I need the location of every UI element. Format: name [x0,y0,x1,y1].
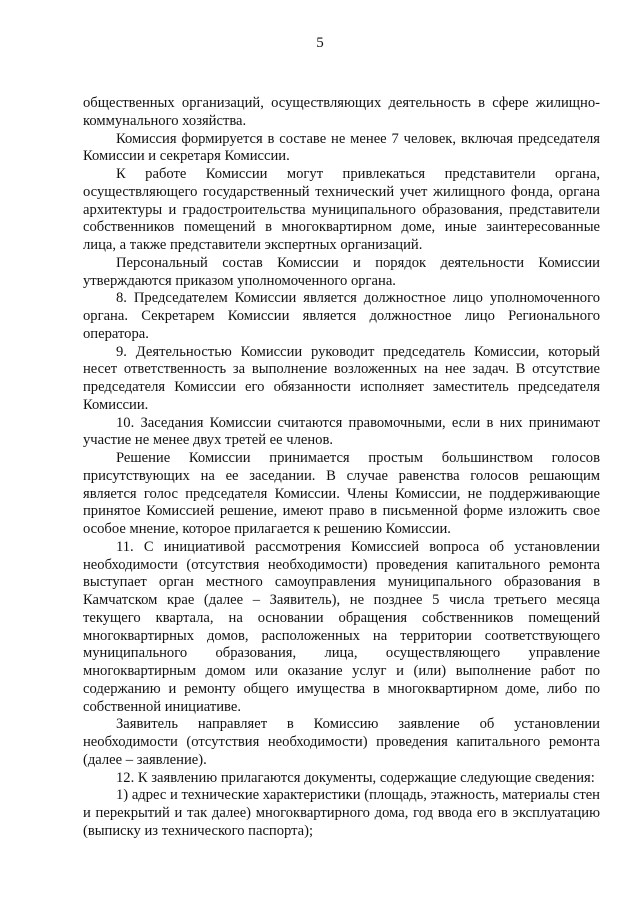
paragraph: Персональный состав Комиссии и порядок деятельности Комиссии утверждаются приказом уполномоченного органа. [83,254,600,289]
paragraph: Заявитель направляет в Комиссию заявление об установлении необходимости (отсутствия необходимости) проведения капитального ремонта (далее – заявление). [83,716,600,768]
paragraph: 12. К заявлению прилагаются документы, содержащие следующие сведения: [116,769,595,786]
paragraph: 11. С инициативой рассмотрения Комиссией вопроса об установлении необходимости (отсутствия необходимости) проведения капитального ремонта выступает орган местного самоуправления муниципального образования в Камчатском крае (далее – Заявитель), не позднее 5 числа третьего месяца текущего квартала, на основании обращения собственников помещений многоквартирных домов, расположенных на территории соответствующего муниципального образования, лица, осуществляющего управление многоквартирным домом или оказание услуг и (или) выполнение работ по содержанию и ремонту общего имущества в многоквартирном доме, либо по собственной инициативе. [83,538,600,715]
paragraph: общественных организаций, осуществляющих деятельность в сфере жилищно-коммунального хозяйства. [83,95,600,129]
paragraph: 8. Председателем Комиссии является должностное лицо уполномоченного органа. Секретарем Комиссии является должностное лицо Регионального оператора. [83,290,600,342]
paragraph: К работе Комиссии могут привлекаться представители органа, осуществляющего государственный технический учет жилищного фонда, органа архитектуры и градостроительства муниципального образования, представители собственников помещений в многоквартирном доме, иные заинтересованные лица, а также представители экспертных организаций. [83,166,600,253]
document-body [83,95,600,841]
paragraph: 9. Деятельностью Комиссии руководит председатель Комиссии, который несет ответственность за выполнение возложенных на нее задач. В отсутствие председателя Комиссии его обязанности исполняет заместитель председателя Комиссии. [83,343,600,413]
paragraph: Комиссия формируется в составе не менее 7 человек, включая председателя Комиссии и секретаря Комиссии. [83,130,600,165]
paragraph: 10. Заседания Комиссии считаются правомочными, если в них принимают участие не менее двух третей ее членов. [83,414,600,449]
paragraph: Решение Комиссии принимается простым большинством голосов присутствующих на ее заседании. В случае равенства голосов решающим является голос председателя Комиссии. Члены Комиссии, не поддерживающие принятое Комиссией решение, имеют право в письменной форме изложить свое особое мнение, которое прилагается к решению Комиссии. [83,450,600,537]
paragraph: 1) адрес и технические характеристики (площадь, этажность, материалы стен и перекрытий и так далее) многоквартирного дома, год ввода его в эксплуатацию (выписку из технического паспорта); [83,787,600,839]
page-number: 5 [316,35,324,51]
